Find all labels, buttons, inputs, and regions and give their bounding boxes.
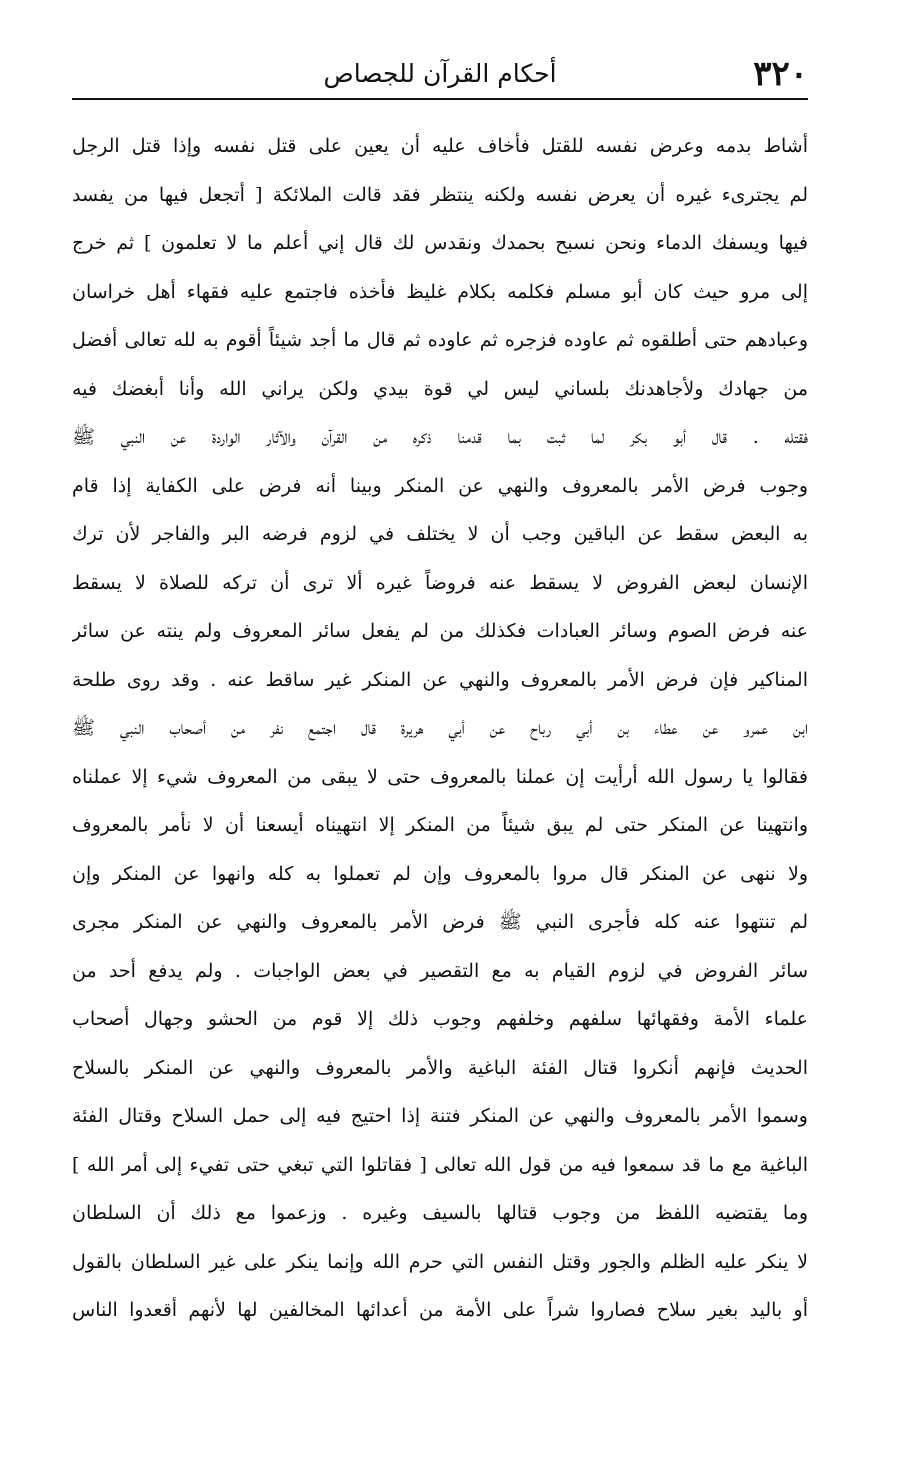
text-line: وما يقتضيه اللفظ من وجوب قتالها بالسيف وغيره . وزعموا مع ذلك أن السلطان xyxy=(72,1202,808,1224)
text-line: لا ينكر عليه الظلم والجور وقتل النفس التي حرم الله وإنما ينكر على غير السلطان بالقول xyxy=(72,1250,808,1273)
text-line: من جهادك ولأجاهدنك بلساني ليس لي قوة بيدي ولكن يراني الله وأنا أبغضك فيه xyxy=(72,377,808,400)
text-line: ابن عمرو عن عطاء بن أبي رباح عن أبي هريرة قال اجتمع نفر من أصحاب النبي ﷺ xyxy=(72,717,808,739)
text-line: الباغية مع ما قد سمعوا فيه من قول الله تعالى [ فقاتلوا التي تبغي حتى تفيء إلى أمر الله ] xyxy=(72,1153,808,1176)
text-line: أشاط بدمه وعرض نفسه للقتل فأخاف عليه أن يعين على قتل نفسه وإذا قتل الرجل xyxy=(72,135,808,157)
text-line: فيها ويسفك الدماء ونحن نسبح بحمدك ونقدس لك قال إني أعلم ما لا تعلمون ] ثم خرج xyxy=(72,232,808,254)
text-line: المناكير فإن فرض الأمر بالمعروف والنهي عن المنكر غير ساقط عنه . وقد روى طلحة xyxy=(72,668,808,691)
running-title: أحكام القرآن للجصاص xyxy=(323,59,557,88)
text-line: فقتله . قال أبو بكر لما ثبت بما قدمنا ذكره من القرآن والآثار الواردة عن النبي ﷺ xyxy=(72,426,808,448)
text-line: فقالوا يا رسول الله أرأيت إن عملنا بالمعروف حتى لا يبقى من المعروف شيء إلا عملناه xyxy=(72,765,808,788)
text-line: وانتهينا عن المنكر حتى لم يبق شيئاً من المنكر إلا انتهيناه أيسعنا أن لا نأمر بالمعروف xyxy=(72,814,808,836)
text-line: أو باليد بغير سلاح فصاروا شراً على الأمة من أعدائها المخالفين لها لأنهم أقعدوا الناس xyxy=(72,1299,808,1321)
text-line: عنه فرض الصوم وسائر العبادات فكذلك من لم يفعل سائر المعروف ولم ينته عن سائر xyxy=(72,620,808,642)
text-line: الحديث فإنهم أنكروا قتال الفئة الباغية والأمر بالمعروف والنهي عن المنكر بالسلاح xyxy=(72,1056,808,1079)
text-line: الإنسان لبعض الفروض لا يسقط عنه فروضاً غيره ألا ترى أن تركه للصلاة لا يسقط xyxy=(72,571,808,594)
page-header xyxy=(72,52,808,96)
header-rule xyxy=(72,98,808,100)
text-line: لم تنتهوا عنه كله فأجرى النبي ﷺ فرض الأمر بالمعروف والنهي عن المنكر مجرى xyxy=(72,911,808,933)
text-line: وعبادهم حتى أطلقوه ثم عاوده فزجره ثم عاوده ثم قال ما أجد شيئاً أقوم به لله تعالى أفضل xyxy=(72,329,808,351)
body-text xyxy=(72,122,808,1335)
text-line: وجوب فرض الأمر بالمعروف والنهي عن المنكر وبينا أنه فرض على الكفاية إذا قام xyxy=(72,474,808,497)
text-line: به البعض سقط عن الباقين وجب أن لا يختلف في لزوم فرضه البر والفاجر لأن ترك xyxy=(72,523,808,545)
text-line: وسموا الأمر بالمعروف والنهي عن المنكر فتنة إذا احتيج فيه إلى حمل السلاح وقتال الفئة xyxy=(72,1105,808,1127)
text-line: لم يجترىء غيره أن يعرض نفسه ولكنه ينتظر فقد قالت الملائكة [ أتجعل فيها من يفسد xyxy=(72,183,808,206)
text-line: إلى مرو حيث كان أبو مسلم فكلمه بكلام غليظ فأخذه فاجتمع عليه فقهاء أهل خراسان xyxy=(72,280,808,303)
text-line: ولا ننهى عن المنكر قال مروا بالمعروف وإن لم تعملوا به كله وانهوا عن المنكر وإن xyxy=(72,862,808,885)
text-line: علماء الأمة وفقهائها سلفهم وخلفهم وجوب ذلك إلا قوم من الحشو وجهال أصحاب xyxy=(72,1008,808,1030)
page-number: ٣٢٠ xyxy=(753,54,808,94)
text-line: سائر الفروض في لزوم القيام به مع التقصير في بعض الواجبات . ولم يدفع أحد من xyxy=(72,959,808,982)
